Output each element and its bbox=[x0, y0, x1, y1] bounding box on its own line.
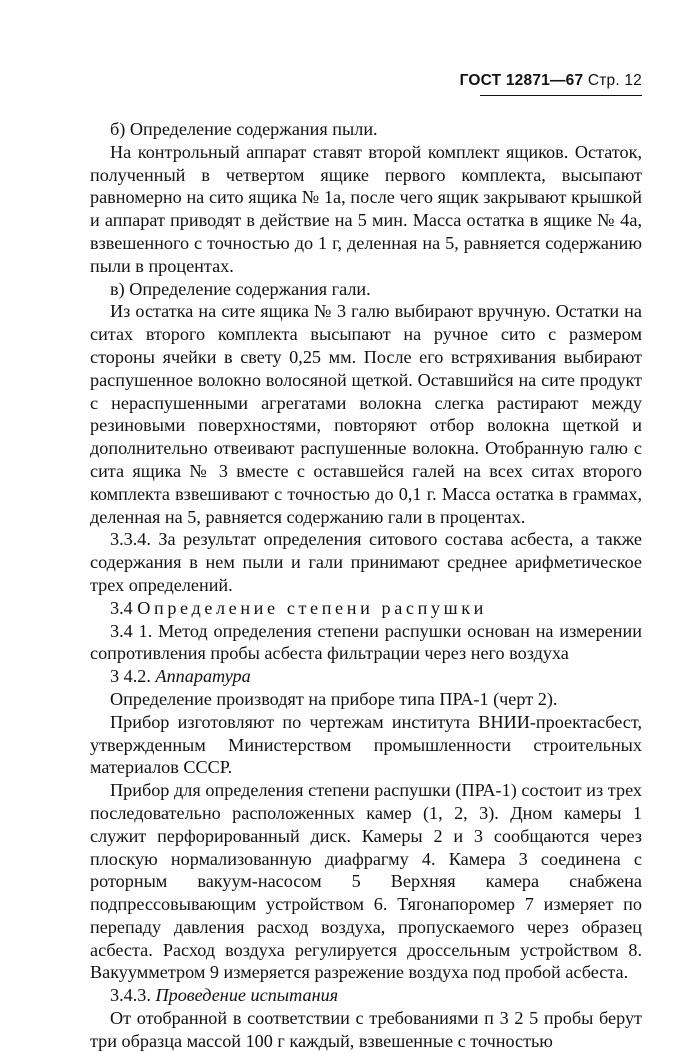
page-number: Стр. 12 bbox=[587, 72, 642, 89]
paragraph-3-3-4: 3.3.4. За результат определения ситового состава асбеста, а также содержания в нем пыли и гали принимают среднее арифметическое трех определений. bbox=[90, 529, 642, 595]
standard-number: ГОСТ 12871—67 bbox=[459, 72, 584, 89]
section-number: 3.4 bbox=[110, 597, 138, 618]
subsection-title: Аппаратура bbox=[155, 666, 251, 687]
section-title: Определение степени распушки bbox=[137, 597, 487, 618]
paragraph-testing: От отобранной в соответствии с требованиями п 3 2 5 пробы берут три образца массой 100 г каждый, взвешенные с точностью bbox=[90, 1008, 642, 1051]
subsection-number: 3 4.2. bbox=[110, 666, 156, 687]
document-body bbox=[90, 118, 642, 1053]
header-rule bbox=[480, 95, 642, 96]
paragraph-dust-heading: б) Определение содержания пыли. bbox=[110, 119, 378, 139]
paragraph-device-description: Прибор для определения степени распушки (ПРА-1) состоит из трех последовательно расположенных камер (1, 2, 3). Дном камеры 1 служит перфорированный диск. Камеры 2 и 3 сообщаются через плоскую нормализованную диафрагму 4. Камера 3 соединена с роторным вакуум-насосом 5 Верхняя камера снабжена подпрессовывающим устройством 6. Тягонапоромер 7 измеряет по перепаду давления расход воздуха, пропускаемого через образец асбеста. Расход воздуха регулируется дроссельным устройством 8. Вакуумметром 9 измеряется разрежение воздуха под пробой асбеста. bbox=[90, 780, 642, 983]
paragraph-device-type: Определение производят на приборе типа ПРА-1 (черт 2). bbox=[110, 688, 558, 709]
subsection-number: 3.4.3. bbox=[110, 985, 156, 1006]
paragraph-dust-method: На контрольный аппарат ставят второй комплект ящиков. Остаток, полученный в четвертом ящике первого комплекта, высыпают равномерно на сито ящика № 1а, после чего ящик закрывают крышкой и аппарат приводят в действие на 5 мин. Масса остатка в ящике № 4а, взвешенного с точностью до 1 г, деленная на 5, равняется содержанию пыли в процентах. bbox=[90, 141, 642, 276]
subsection-heading-3-4-3 bbox=[90, 984, 642, 1007]
paragraph-gravel-heading: в) Определение содержания гали. bbox=[110, 278, 371, 299]
page-header bbox=[460, 72, 642, 90]
subsection-heading-3-4-2 bbox=[90, 665, 642, 688]
paragraph-3-4-1: 3.4 1. Метод определения степени распушки основан на измерении сопротивления пробы асбеста фильтрации через него воздуха bbox=[90, 620, 642, 664]
section-heading-3-4 bbox=[90, 597, 642, 620]
paragraph-device-manufacture: Прибор изготовляют по чертежам института ВНИИ-проектасбест, утвержденным Министерством промышленности строительных материалов СССР. bbox=[90, 711, 642, 778]
paragraph-gravel-method: Из остатка на сите ящика № 3 галю выбирают вручную. Остатки на ситах второго комплекта высыпают на ручное сито с размером стороны ячейки в свету 0,25 мм. После его встряхивания выбирают распушенное волокно волосяной щеткой. Оставшийся на сите продукт с нераспушенными агрегатами волокна слегка растирают между резиновыми поверхностями, повторяют отбор волокна щеткой и дополнительно отвеивают распушенные волокна. Отобранную галю с сита ящика № 3 вместе с оставшейся галей на всех ситах второго комплекта взвешивают с точностью до 0,1 г. Масса остатка в граммах, деленная на 5, равняется содержанию гали в процентах. bbox=[90, 301, 642, 527]
subsection-title: Проведение испытания bbox=[155, 985, 339, 1006]
